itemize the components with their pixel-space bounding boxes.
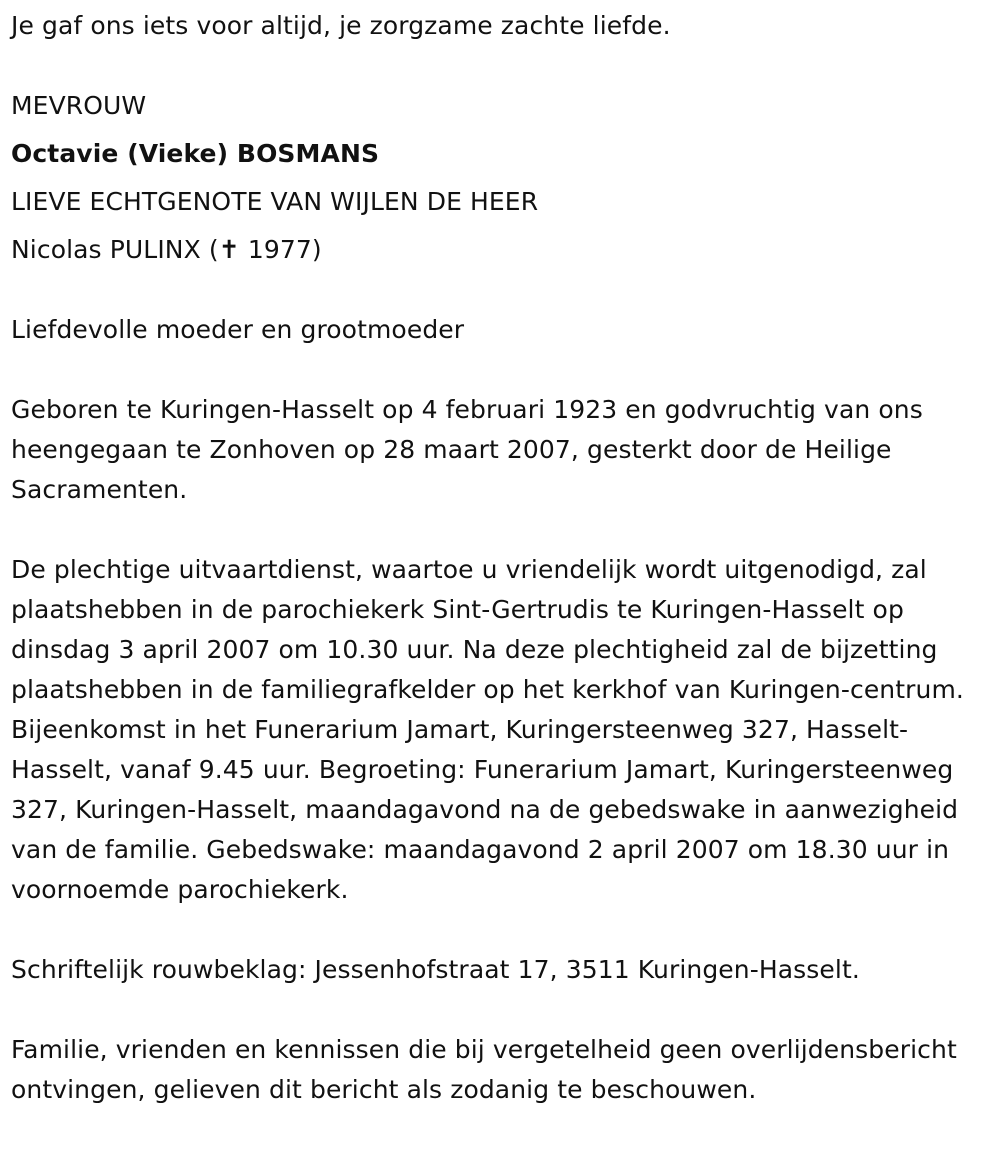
spacer xyxy=(11,510,986,550)
honorific-title: MEVROUW xyxy=(11,91,147,120)
spouse-line: Nicolas PULINX (✝ 1977) xyxy=(11,235,322,264)
spacer xyxy=(11,270,986,310)
spacer xyxy=(11,990,986,1030)
spacer xyxy=(11,910,986,950)
funeral-paragraph: De plechtige uitvaartdienst, waartoe u vriendelijk wordt uitgenodigd, zal plaatshebben in de parochiekerk Sint-Gertrudis te Kuringen-Hasselt op dinsdag 3 april 2007 om 10.30 uur. Na deze plechtigheid zal de bijzetting plaatshebben in de familiegrafkelder op het kerkhof van Kuringen-centrum. Bijeenkomst in het Funerarium Jamart, Kuringersteenweg 327, Hasselt-Hasselt, vanaf 9.45 uur. Begroeting: Funerarium Jamart, Kuringersteenweg 327, Kuringen-Hasselt, maandagavond na de gebedswake in aanwezigheid van de familie. Gebedswake: maandagavond 2 april 2007 om 18.30 uur in voornoemde parochiekerk. xyxy=(11,555,964,904)
spacer xyxy=(11,350,986,390)
opening-line: Je gaf ons iets voor altijd, je zorgzame zachte liefde. xyxy=(11,11,671,40)
deceased-name: Octavie (Vieke) BOSMANS xyxy=(11,139,380,168)
birth-death-paragraph: Geboren te Kuringen-Hasselt op 4 februari 1923 en godvruchtig van ons heengegaan te Zonhoven op 28 maart 2007, gesterkt door de Heilige Sacramenten. xyxy=(11,395,923,504)
relation-line: LIEVE ECHTGENOTE VAN WIJLEN DE HEER xyxy=(11,187,539,216)
condolences-line: Schriftelijk rouwbeklag: Jessenhofstraat 17, 3511 Kuringen-Hasselt. xyxy=(11,955,860,984)
obituary-notice xyxy=(11,6,986,1110)
role-line: Liefdevolle moeder en grootmoeder xyxy=(11,315,465,344)
closing-paragraph: Familie, vrienden en kennissen die bij vergetelheid geen overlijdensbericht ontvingen, gelieven dit bericht als zodanig te beschouwen. xyxy=(11,1035,957,1104)
spacer xyxy=(11,46,986,86)
